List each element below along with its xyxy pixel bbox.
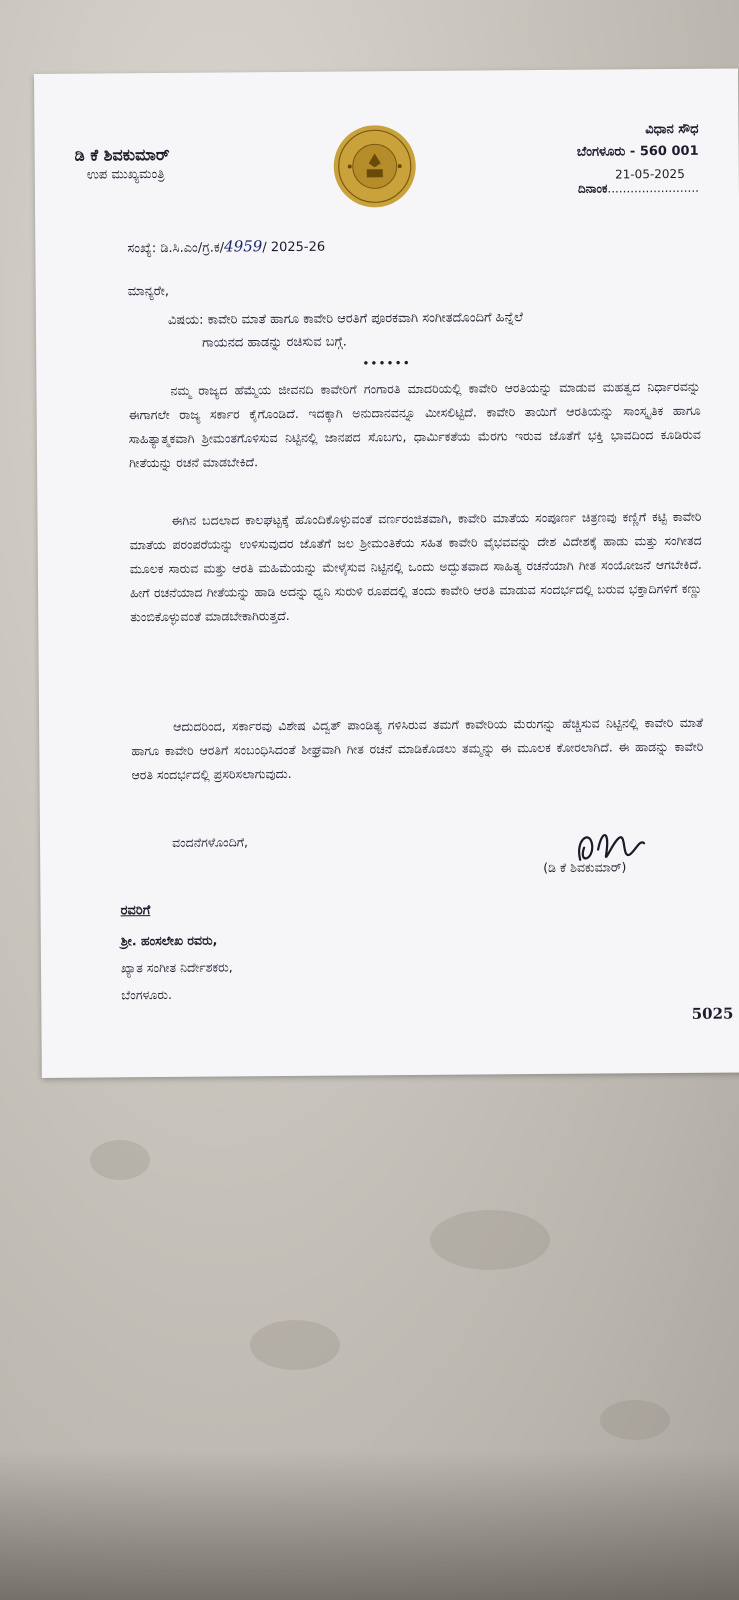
- signatory-name: (ಡಿ ಕೆ ಶಿವಕುಮಾರ್): [543, 859, 627, 876]
- reference-suffix: / 2025-26: [262, 239, 326, 256]
- table-shadow: [0, 1450, 739, 1600]
- surface-texture: [600, 1400, 670, 1440]
- date-label: ದಿನಾಂಕ: [577, 181, 608, 196]
- office-address: [577, 119, 699, 164]
- government-seal-icon: [331, 123, 418, 210]
- date-dots: ........................: [607, 180, 699, 196]
- letter-page: [34, 68, 739, 1077]
- surface-texture: [90, 1140, 150, 1180]
- page-number: 5025: [691, 1004, 734, 1023]
- paragraph-2: [129, 505, 702, 629]
- recipient-line2: ಖ್ಯಾತ ಸಂಗೀತ ನಿರ್ದೇಶಕರು,: [120, 959, 233, 976]
- date-value: 21-05-2025: [615, 166, 685, 182]
- paragraph-1-text: ನಮ್ಮ ರಾಜ್ಯದ ಹೆಮ್ಮೆಯ ಜೀವನದಿ ಕಾವೇರಿಗೆ ಗಂಗಾರತಿ ಮಾದರಿಯಲ್ಲಿ ಕಾವೇರಿ ಆರತಿಯನ್ನು ಮಾಡುವ ಮಹತ್ವದ ನಿರ್ಧಾರವನ್ನು ಈಗಾಗಲೇ ರಾಜ್ಯ ಸರ್ಕಾರ ಕೈಗೊಂಡಿದೆ. ಇದಕ್ಕಾಗಿ ಅನುದಾನವನ್ನೂ ಮೀಸಲಿಟ್ಟಿದೆ. ಕಾವೇರಿ ತಾಯಿಗೆ ಆರತಿಯನ್ನು ಸಾಂಸ್ಕೃತಿಕ ಹಾಗೂ ಸಾಹಿತ್ಯಾತ್ಮಕವಾಗಿ ಶ್ರೀಮಂತಗೊಳಿಸುವ ನಿಟ್ಟಿನಲ್ಲಿ ಜಾನಪದ ಸೊಬಗು, ಧಾರ್ಮಿಕತೆಯ ಮೆರಗು ಇರುವ ಜೊತೆಗೆ ಭಕ್ತಿ ಭಾವದಿಂದ ಕೂಡಿರುವ ಗೀತೆಯನ್ನು ರಚನೆ ಮಾಡಬೇಕಿದೆ.: [128, 378, 701, 471]
- reference-prefix: ಸಂಖ್ಯೆ: ಡಿ.ಸಿ.ಎಂ/ಗ್ರ.ಕ/: [127, 240, 225, 257]
- paragraph-2-text: ಈಗಿನ ಬದಲಾದ ಕಾಲಘಟ್ಟಕ್ಕೆ ಹೊಂದಿಕೊಳ್ಳುವಂತೆ ವರ್ಣರಂಜಿತವಾಗಿ, ಕಾವೇರಿ ಮಾತೆಯ ಸಂಪೂರ್ಣ ಚಿತ್ರಣವು ಕಣ್ಣಿಗೆ ಕಟ್ಟಿ ಕಾವೇರಿ ಮಾತೆಯ ಪರಂಪರೆಯನ್ನು ಉಳಿಸುವುದರ ಜೊತೆಗೆ ಜಲ ಶ್ರೀಮಂತಿಕೆಯ ಸಹಿತ ಕಾವೇರಿ ವೈಭವವನ್ನು ದೇಶ ವಿದೇಶಕ್ಕೆ ಹಾಡು ಮತ್ತು ಸಂಗೀತದ ಮೂಲಕ ಸಾರುವ ಮತ್ತು ಆರತಿ ಮಹಿಮೆಯನ್ನು ಮೇಳೈಸುವ ನಿಟ್ಟಿನಲ್ಲಿ ಒಂದು ಅದ್ಭುತವಾದ ಸಾಹಿತ್ಯ ರಚನೆಯಾಗಿ ಗೀತ ಸಂಯೋಜನೆ ಆಗಬೇಕಿದೆ. ಹೀಗೆ ರಚನೆಯಾದ ಗೀತೆಯನ್ನು ಹಾಡಿ ಅದನ್ನು ಧ್ವನಿ ಸುರುಳಿ ರೂಪದಲ್ಲಿ ತಂದು ಕಾವೇರಿ ಆರತಿ ಮಾಡುವ ಸಂದರ್ಭದಲ್ಲಿ ಬರುವ ಭಕ್ತಾದಿಗಳಿಗೆ ಕಣ್ಣು ತುಂಬಿಕೊಳ್ಳುವಂತೆ ಮಾಡಬೇಕಾಗಿರುತ್ತದೆ.: [129, 508, 703, 625]
- subject-line2: ಗಾಯನದ ಹಾಡನ್ನು ರಚಿಸುವ ಬಗ್ಗೆ.: [202, 334, 347, 351]
- sender-name: ಡಿ ಕೆ ಶಿವಕುಮಾರ್: [74, 144, 170, 165]
- closing: ವಂದನೆಗಳೊಂದಿಗೆ,: [171, 834, 249, 850]
- date-block: [578, 167, 699, 197]
- sender-designation: ಉಪ ಮುಖ್ಯಮಂತ್ರಿ: [86, 166, 165, 183]
- reference-number: [127, 237, 325, 257]
- office-line1: ವಿಧಾನ ಸೌಧ: [645, 121, 699, 138]
- paragraph-3-text: ಆದುದರಿಂದ, ಸರ್ಕಾರವು ವಿಶೇಷ ವಿದ್ವತ್ ಪಾಂಡಿತ್ಯ ಗಳಿಸಿರುವ ತಮಗೆ ಕಾವೇರಿಯ ಮೆರುಗನ್ನು ಹೆಚ್ಚಿಸುವ ನಿಟ್ಟಿನಲ್ಲಿ ಕಾವೇರಿ ಮಾತೆ ಹಾಗೂ ಕಾವೇರಿ ಆರತಿಗೆ ಸಂಬಂಧಿಸಿದಂತೆ ಶೀಘ್ರವಾಗಿ ಗೀತ ರಚನೆ ಮಾಡಿಕೊಡಲು ತಮ್ಮನ್ನು ಈ ಮೂಲಕ ಕೋರಲಾಗಿದೆ. ಈ ಹಾಡನ್ನು ಕಾವೇರಿ ಆರತಿ ಸಂದರ್ಭದಲ್ಲಿ ಪ್ರಸರಿಸಲಾಗುವುದು.: [131, 714, 704, 783]
- reference-handwritten-number: 4959: [224, 237, 263, 256]
- paragraph-1: [128, 375, 701, 475]
- recipient-label: ರವರಿಗೆ: [120, 903, 151, 919]
- surface-texture: [250, 1320, 340, 1370]
- recipient-line3: ಬೆಂಗಳೂರು.: [121, 986, 172, 1003]
- recipient-line1: ಶ್ರೀ. ಹಂಸಲೇಖ ರವರು,: [120, 932, 218, 949]
- salutation: ಮಾನ್ಯರೇ,: [127, 283, 170, 300]
- paragraph-3: [131, 711, 704, 787]
- office-line2: ಬೆಂಗಳೂರು - 560 001: [576, 143, 699, 160]
- separator: ••••••: [362, 356, 411, 371]
- subject-line1: ವಿಷಯ: ಕಾವೇರಿ ಮಾತೆ ಹಾಗೂ ಕಾವೇರಿ ಆರತಿಗೆ ಪೂರಕವಾಗಿ ಸಂಗೀತದೊಂದಿಗೆ ಹಿನ್ನೆಲೆ: [167, 310, 524, 328]
- subject: [168, 305, 688, 355]
- surface-texture: [430, 1210, 550, 1270]
- recipient-address: [121, 926, 233, 1008]
